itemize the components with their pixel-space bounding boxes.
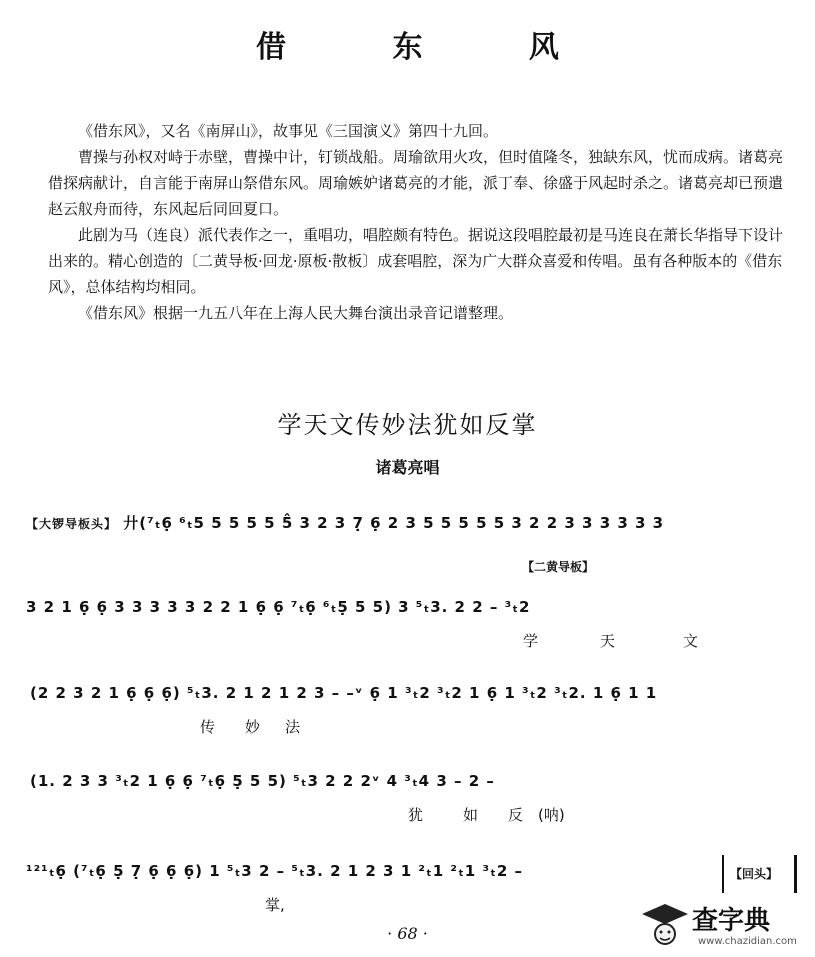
watermark-brand: 查字典 — [692, 906, 771, 936]
lyric-char: (呐) — [538, 806, 565, 824]
lyric-char: 传 — [200, 718, 216, 736]
lyric-char: 学 — [523, 632, 539, 650]
page-number: · 68 · — [387, 924, 428, 943]
score-label: 【大锣导板头】 — [26, 517, 118, 531]
intro-text — [48, 118, 793, 326]
lyrics-line-4 — [0, 804, 815, 826]
lyric-char: 文 — [683, 632, 699, 650]
graduation-cap-icon — [640, 900, 690, 950]
ending-label: 【回头】 — [730, 867, 779, 881]
score-line-5: ¹²¹ₜ6̣ (⁷ₜ6̣ 5̣ 7̣ 6̣ 6̣ 6̣) 1 ⁵ₜ3 2 – ⁵ₜ3. 2 1 2 3 1 ²ₜ1 ²ₜ1 ³ₜ2 – — [26, 862, 523, 880]
page-title: 借 东 风 — [256, 30, 607, 65]
song-title: 学天文传妙法犹如反掌 — [277, 411, 538, 439]
watermark — [640, 896, 810, 954]
ending-barline — [722, 855, 797, 893]
score-line-3: (2 2 3 2 1 6̣ 6̣ 6̣) ⁵ₜ3. 2 1 2 1 2 3 – –ᵛ 6̣ 1 ³ₜ2 ³ₜ2 1 6̣ 1 ³ₜ2 ³ₜ2. 1 6̣ 1 1 — [30, 684, 658, 702]
score-line-1 — [26, 512, 664, 542]
lyric-char: 犹 — [408, 806, 424, 824]
singer-credit: 诸葛亮唱 — [375, 458, 440, 477]
intro-paragraph: 此剧为马（连良）派代表作之一，重唱功，唱腔颇有特色。据说这段唱腔最初是马连良在萧长华指导下设计出来的。精心创造的〔二黄导板·回龙·原板·散板〕成套唱腔，深为广大群众喜爱和传唱。虽有各种版本的《借东风》，总体结构均相同。 — [48, 226, 784, 296]
lyric-char: 如 — [463, 806, 479, 824]
lyric-char: 法 — [285, 718, 301, 736]
lyrics-line-3 — [0, 716, 815, 738]
lyrics-line-2 — [0, 630, 815, 652]
intro-paragraph: 《借东风》，又名《南屏山》，故事见《三国演义》第四十九回。 — [78, 122, 499, 140]
lyric-char: 妙 — [245, 718, 261, 736]
intro-paragraph: 曹操与孙权对峙于赤壁，曹操中计，钉锁战船。周瑜欲用火攻，但时值隆冬，独缺东风，忧而成病。诸葛亮借探病献计，自言能于南屏山祭借东风。周瑜嫉妒诸葛亮的才能，派丁奉、徐盛于风起时杀之。诸葛亮却已预遣赵云舣舟而待，东风起后同回夏口。 — [48, 148, 784, 218]
section-label-erhuang: 【二黄导板】 — [522, 560, 595, 574]
lyric-char: 天 — [600, 632, 616, 650]
intro-paragraph: 《借东风》根据一九五八年在上海人民大舞台演出录音记谱整理。 — [78, 304, 514, 322]
score-line-4: (1. 2 3 3 ³ₜ2 1 6̣ 6̣ ⁷ₜ6̣ 5̣ 5 5) ⁵ₜ3 2 2 2ᵛ 4 ³ₜ4 3 – 2 – — [30, 772, 495, 790]
watermark-url: www.chazidian.com — [698, 936, 797, 947]
score-notes: 廾(⁷ₜ6̣ ⁶ₜ5 5 5 5 5 5̂ 3 2 3 7̣ 6̣ 2 3 5 5 5 5 5 3 2 2 3 3 3 3 3 3 — [123, 514, 665, 532]
lyric-char: 反 — [508, 806, 524, 824]
lyric-char: 掌, — [265, 896, 285, 914]
score-line-2: 3 2 1 6̣ 6̣ 3 3 3 3 3 2 2 1 6̣ 6̣ ⁷ₜ6̣ ⁶ₜ5̣ 5 5) 3 ⁵ₜ3. 2 2 – ³ₜ2 — [26, 598, 531, 616]
